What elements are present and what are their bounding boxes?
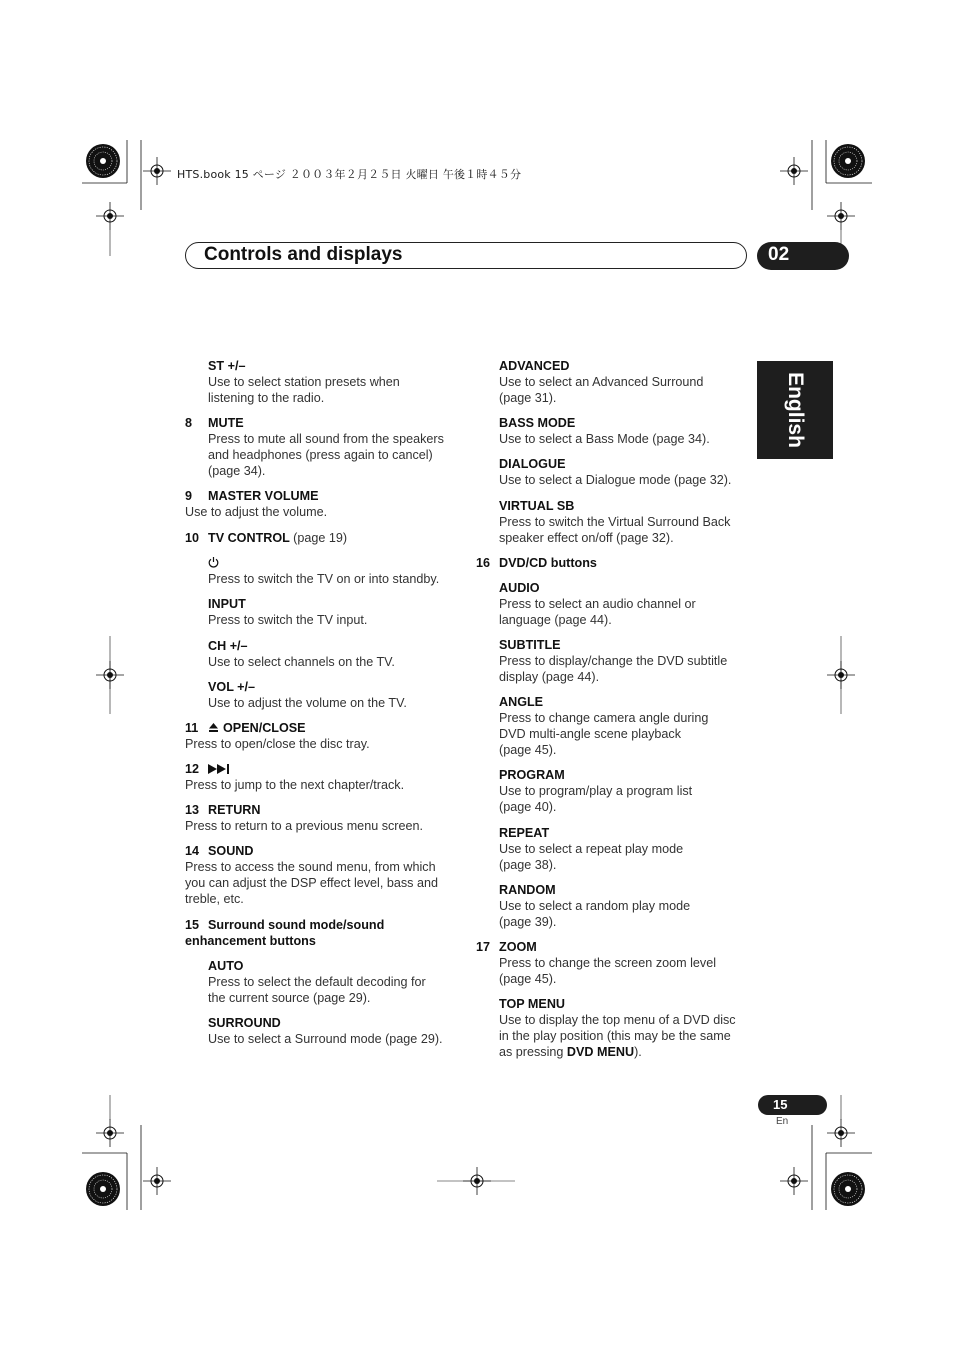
item-label: AUTO [208,959,244,973]
item-heading-tv-control [185,530,347,546]
button-reference: DVD MENU [566,1045,635,1059]
item-desc: Use to program/play a program list [499,784,693,798]
item-desc: Use to select station presets when [208,375,400,389]
item-desc: Press to mute all sound from the speakers [208,432,444,446]
item-number: 16 [476,556,491,570]
item-label: CH +/– [208,639,248,653]
item-desc: treble, etc. [185,892,244,906]
item-desc: in the play position (this may be the same [499,1029,731,1043]
item-desc: Use to select a Surround mode (page 29). [208,1032,443,1046]
item-desc: the current source (page 29). [208,991,371,1005]
item-label: ADVANCED [499,359,570,373]
item-label: ST +/– [208,359,246,373]
item-number: 14 [185,844,200,858]
item-desc: speaker effect on/off (page 32). [499,531,674,545]
item-desc: Use to select a Bass Mode (page 34). [499,432,710,446]
item-desc: Press to change the screen zoom level [499,956,717,970]
item-heading-return [185,802,260,818]
item-number: 12 [185,762,200,776]
item-label: DIALOGUE [499,457,566,471]
item-desc: Use to select a repeat play mode [499,842,684,856]
item-desc-text: ). [634,1045,642,1059]
item-desc: listening to the radio. [208,391,325,405]
item-label: TOP MENU [499,997,566,1011]
item-label: Surround sound mode/sound [208,918,385,932]
item-desc: and headphones (press again to cancel) [208,448,433,462]
item-label: ANGLE [499,695,544,709]
item-desc: (page 38). [499,858,557,872]
item-desc: (page 39). [499,915,557,929]
item-heading-mute [185,415,244,431]
item-heading-surround-group [185,917,384,933]
item-number: 17 [476,940,491,954]
item-label: REPEAT [499,826,550,840]
item-label: TV CONTROL [208,531,290,545]
skip-next-icon [208,762,232,778]
item-number: 15 [185,918,200,932]
item-label: MUTE [208,416,244,430]
item-desc-text: as pressing [499,1045,567,1059]
page-number-badge [758,1095,827,1115]
item-heading-dvd-cd [476,555,597,571]
item-desc: Use to select an Advanced Surround [499,375,704,389]
item-desc: Use to select a random play mode [499,899,691,913]
item-desc: Press to access the sound menu, from which [185,860,436,874]
item-desc: Use to select channels on the TV. [208,655,395,669]
item-label: INPUT [208,597,246,611]
item-heading-sound [185,843,253,859]
item-desc: DVD multi-angle scene playback [499,727,681,741]
item-desc: (page 45). [499,743,557,757]
item-desc: Press to switch the TV on or into standby. [208,572,440,586]
item-desc: Press to switch the TV input. [208,613,368,627]
language-tab-label: English [784,372,807,448]
item-label: SURROUND [208,1016,281,1030]
item-desc: (page 45). [499,972,557,986]
item-label: PROGRAM [499,768,565,782]
eject-icon [208,721,223,737]
item-desc: Press to change camera angle during [499,711,709,725]
item-label: OPEN/CLOSE [223,721,306,735]
page-number: 15 [773,1097,788,1112]
item-label: DVD/CD buttons [499,556,597,570]
item-desc: language (page 44). [499,613,612,627]
item-desc: (page 31). [499,391,557,405]
item-desc: Press to select an audio channel or [499,597,696,611]
item-desc: (page 40). [499,800,557,814]
item-number: 9 [185,489,193,503]
item-desc: Use to select a Dialogue mode (page 32). [499,473,732,487]
chapter-number: 02 [768,244,790,265]
item-label: VOL +/– [208,680,256,694]
item-desc: display (page 44). [499,670,600,684]
item-label: VIRTUAL SB [499,499,575,513]
item-label: BASS MODE [499,416,576,430]
item-number: 10 [185,531,200,545]
item-desc: Use to display the top menu of a DVD disc [499,1013,736,1027]
language-tab [757,361,833,459]
item-heading-zoom [476,939,537,955]
item-desc: you can adjust the DSP effect level, bass and [185,876,438,890]
item-label: SOUND [208,844,254,858]
item-label: AUDIO [499,581,540,595]
section-title: Controls and displays [204,244,403,265]
item-label: SUBTITLE [499,638,561,652]
item-number: 11 [185,721,199,735]
print-header: HTS.book 15 ページ ２００３年２月２５日 火曜日 午後１時４５分 [177,168,522,181]
item-label: RANDOM [499,883,556,897]
item-heading-open-close [185,720,306,737]
item-desc [499,1044,642,1060]
item-label: MASTER VOLUME [208,489,319,503]
item-desc: Press to return to a previous menu screen. [185,819,423,833]
item-desc: Press to open/close the disc tray. [185,737,370,751]
item-desc: Use to adjust the volume. [185,505,328,519]
page-language: En [776,1116,789,1127]
item-number: 13 [185,803,200,817]
item-label: ZOOM [499,940,537,954]
item-desc: Press to switch the Virtual Surround Back [499,515,731,529]
page-reference: (page 19) [293,531,348,545]
item-heading-master-volume [185,488,319,504]
item-desc: Use to adjust the volume on the TV. [208,696,407,710]
item-label: enhancement buttons [185,934,316,948]
item-desc: Press to select the default decoding for [208,975,426,989]
item-label: RETURN [208,803,261,817]
item-heading-next [185,761,232,778]
item-number: 8 [185,416,193,430]
item-desc: Press to display/change the DVD subtitle [499,654,728,668]
item-desc: Press to jump to the next chapter/track. [185,778,405,792]
item-desc: (page 34). [208,464,266,478]
